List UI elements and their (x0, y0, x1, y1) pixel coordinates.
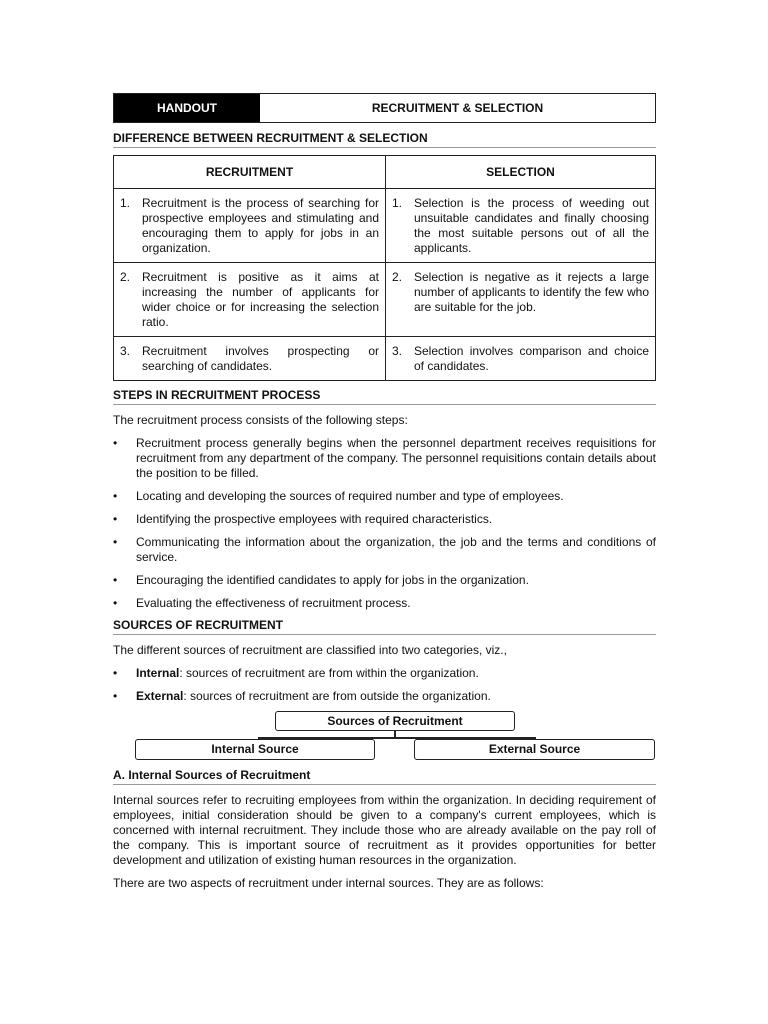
handout-page (113, 93, 656, 891)
selection-text: Selection is the process of weeding out unsuitable candidates and finally choosing the most suitable persons out of all the applicants. (414, 196, 649, 255)
table-row (114, 337, 656, 381)
steps-heading: STEPS IN RECRUITMENT PROCESS (113, 388, 656, 405)
row-number: 2. (120, 270, 131, 284)
list-item: • Encouraging the identified candidates to apply for jobs in the organization. (113, 573, 529, 587)
selection-text: Selection involves comparison and choice of candidates. (414, 344, 649, 373)
sources-intro: The different sources of recruitment are classified into two categories, viz., (113, 643, 507, 657)
bullet-icon: • (113, 596, 118, 610)
bullet-icon: • (113, 535, 118, 549)
row-number: 1. (392, 196, 403, 210)
comparison-table (113, 155, 656, 381)
bullet-icon: • (113, 436, 118, 450)
list-item: • Communicating the information about the organization, the job and the terms and conditions of service. (113, 535, 656, 564)
handout-title: RECRUITMENT & SELECTION (371, 100, 544, 115)
recruitment-cell (114, 263, 386, 337)
bullet-icon: • (113, 573, 118, 587)
list-item: • External: sources of recruitment are from outside the organization. (113, 689, 491, 703)
diagram-external-box: External Source (414, 739, 655, 760)
bullet-icon: • (113, 689, 118, 703)
column-header-recruitment: RECRUITMENT (114, 156, 386, 189)
difference-heading: DIFFERENCE BETWEEN RECRUITMENT & SELECTION (113, 131, 656, 148)
selection-text: Selection is negative as it rejects a large number of applicants to identify the few who are suitable for the job. (414, 270, 649, 314)
selection-cell (386, 263, 656, 337)
steps-intro: The recruitment process consists of the following steps: (113, 413, 408, 427)
table-row (114, 263, 656, 337)
bullet-icon: • (113, 489, 118, 503)
row-number: 1. (120, 196, 131, 210)
recruitment-text: Recruitment involves prospecting or searching of candidates. (142, 344, 379, 373)
list-item: • Identifying the prospective employees with required characteristics. (113, 512, 493, 526)
diagram-internal-box: Internal Source (135, 739, 375, 760)
diagram-root-box: Sources of Recruitment (275, 711, 515, 731)
table-header-row (114, 156, 656, 189)
list-item: • Locating and developing the sources of required number and type of employees. (113, 489, 564, 503)
row-number: 3. (392, 344, 403, 358)
internal-aspects-text: There are two aspects of recruitment under internal sources. They are as follows: (113, 876, 544, 890)
internal-heading: A. Internal Sources of Recruitment (113, 768, 656, 785)
sources-diagram (113, 711, 656, 771)
handout-tag: HANDOUT (114, 94, 260, 122)
bullet-icon: • (113, 666, 118, 680)
row-number: 3. (120, 344, 131, 358)
selection-cell (386, 189, 656, 263)
recruitment-text: Recruitment is positive as it aims at increasing the number of applicants for wider choice or for increasing the selection ratio. (142, 270, 379, 329)
column-header-selection: SELECTION (386, 156, 656, 189)
internal-term: Internal (136, 666, 180, 680)
selection-cell (386, 337, 656, 381)
row-number: 2. (392, 270, 403, 284)
list-item: • Evaluating the effectiveness of recruitment process. (113, 596, 411, 610)
recruitment-cell (114, 189, 386, 263)
sources-heading: SOURCES OF RECRUITMENT (113, 618, 656, 635)
sources-list (113, 666, 656, 704)
internal-paragraph: Internal sources refer to recruiting employees from within the organization. In deciding requirement of employees, initial consideration should be given to a company's current employees, which is concerned with internal recruitment. They include those who are already available on the pay roll of the company. This is important source of recruitment as it provides opportunities for better development and utilization of existing human resources in the organization. (113, 793, 656, 867)
steps-list (113, 436, 656, 611)
table-row (114, 189, 656, 263)
handout-header (113, 93, 656, 123)
recruitment-cell (114, 337, 386, 381)
list-item: • Recruitment process generally begins when the personnel department receives requisitions for recruitment from any department of the company. The personnel requisitions contain details about the position to be filled. (113, 436, 656, 480)
list-item: • Internal: sources of recruitment are from within the organization. (113, 666, 479, 680)
recruitment-text: Recruitment is the process of searching for prospective employees and stimulating and encouraging them to apply for jobs in an organization. (142, 196, 379, 255)
bullet-icon: • (113, 512, 118, 526)
external-term: External (136, 689, 184, 703)
